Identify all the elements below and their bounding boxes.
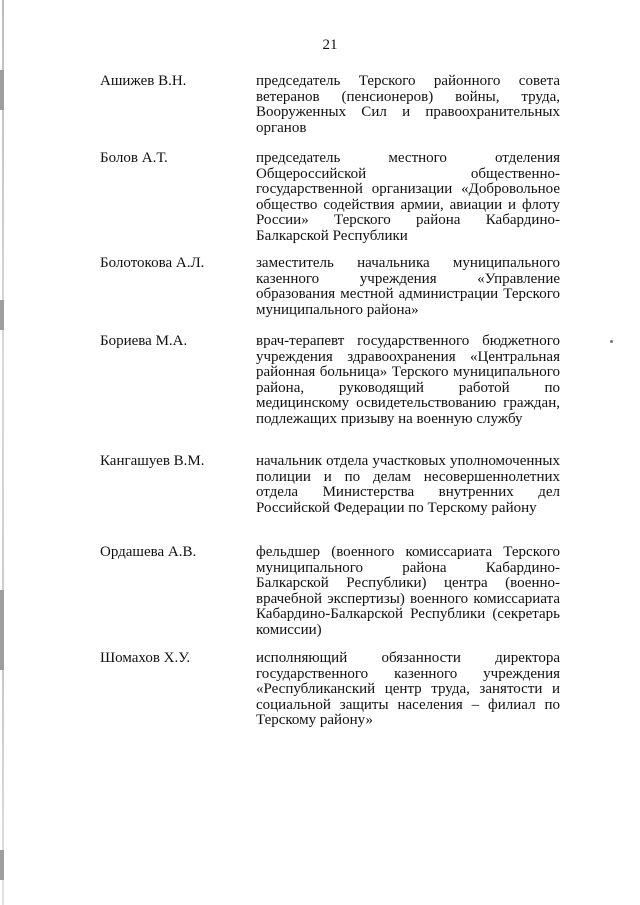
member-position: врач-терапевт государственного бюджетного учреждения здравоохранения «Центральная районная больница» Терского муниципального района, руководящий работой по медицинскому освидетельствованию граждан, подлежащих призыву на военную службу [256,333,560,427]
scan-artifact [0,70,4,110]
member-name: Бориева М.А. [100,333,188,349]
member-name: Ордашева А.В. [100,544,197,560]
member-name: Шомахов Х.У. [100,650,191,666]
scan-artifact [0,300,4,330]
member-position: начальник отдела участковых уполномоченных полиции и по делам несовершеннолетних отдела Министерства внутренних дел Российской Федерации по Терскому району [256,453,560,516]
member-position: исполняющий обязанности директора государственного казенного учреждения «Республиканский центр труда, занятости и социальной защиты населения – филиал по Терскому району» [256,650,560,728]
page-number: 21 [322,37,338,53]
scan-speck [610,340,613,343]
member-position: заместитель начальника муниципального казенного учреждения «Управление образования местной администрации Терского муниципального района» [256,255,560,318]
member-position: председатель местного отделения Общероссийской общественно-государственной организации «Добровольное общество содействия армии, авиации и флоту России» Терского района Кабардино-Балкарской Республики [256,150,560,244]
scan-artifact [0,850,4,880]
member-name: Болотокова А.Л. [100,255,205,271]
member-position: фельдшер (военного комиссариата Терского муниципального района Кабардино-Балкарской Республики) центра (военно-врачебной экспертизы) военного комиссариата Кабардино-Балкарской Республики (секретарь комиссии) [256,544,560,638]
member-name: Ашижев В.Н. [100,73,187,89]
member-name: Кангашуев В.М. [100,453,205,469]
member-name: Болов А.Т. [100,150,168,166]
scan-left-edge [2,0,4,905]
member-position: председатель Терского районного совета ветеранов (пенсионеров) войны, труда, Вооруженных Сил и правоохранительных органов [256,73,560,136]
scan-artifact [0,590,4,670]
